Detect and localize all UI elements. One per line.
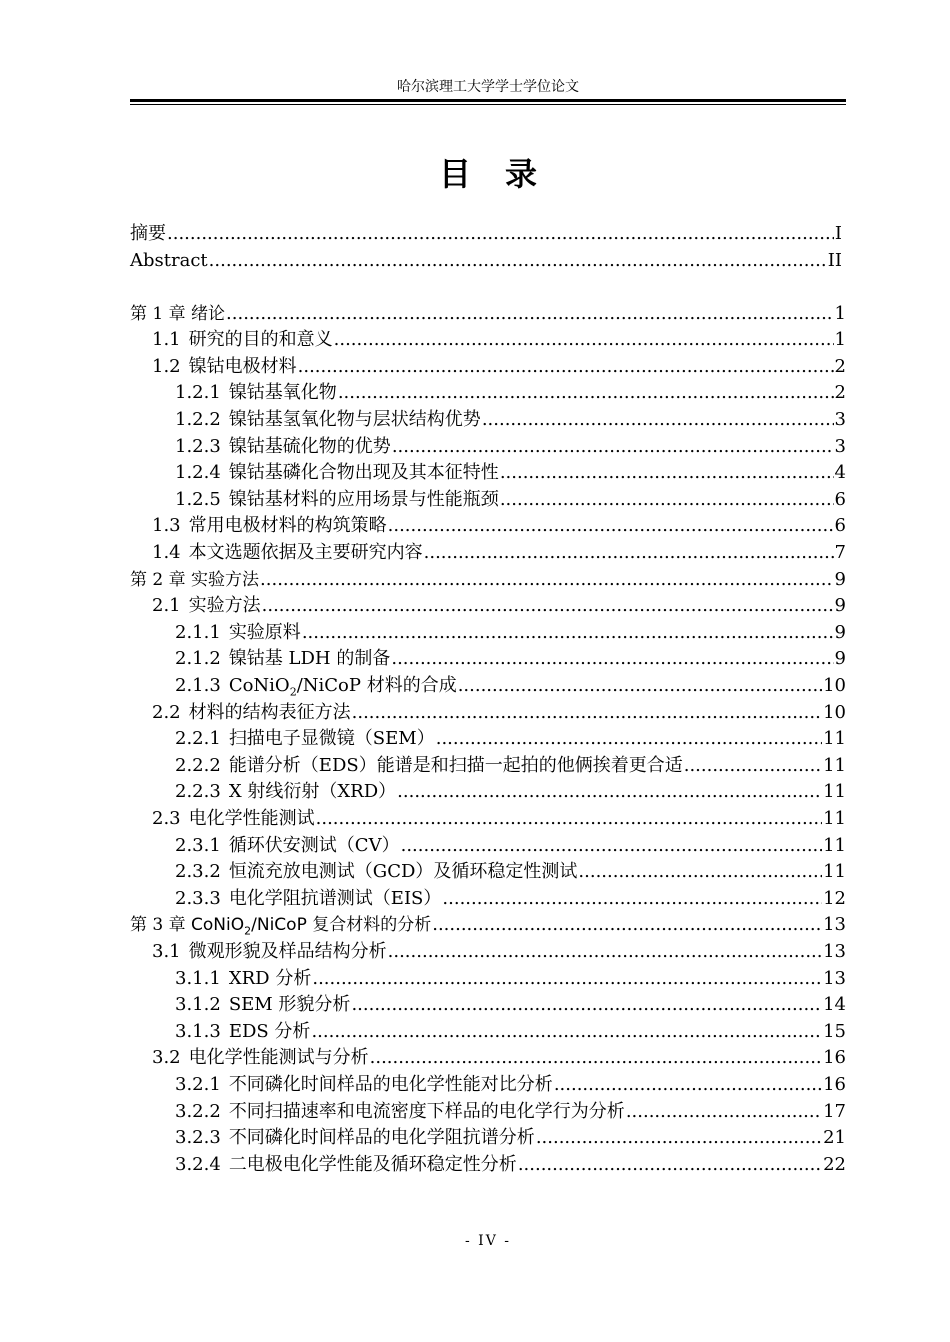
- toc-entry-text: 镍钴基氧化物: [228, 382, 337, 403]
- toc-entry-text: 微观形貌及样品结构分析: [188, 941, 387, 962]
- toc-entry-label: [175, 675, 457, 697]
- toc-entry-text: 镍钴基磷化合物出现及其本征特性: [228, 462, 499, 483]
- toc-entry-label: [175, 409, 481, 431]
- toc-entry-text: 扫描电子显微镜（SEM）: [228, 728, 435, 749]
- header-rule-thick: [130, 99, 846, 102]
- toc-entry-text: 镍钴基氢氧化物与层状结构优势: [228, 409, 481, 430]
- toc-entry-label: [175, 835, 400, 857]
- toc-entry-page: 11: [823, 781, 846, 802]
- toc-entry-text: CoNiO: [191, 915, 245, 935]
- toc-entry-number: 2.3.3: [175, 888, 221, 909]
- toc-dot-leader: [260, 569, 834, 591]
- toc-entry-page: 6: [834, 515, 846, 536]
- toc-entry[interactable]: [152, 697, 846, 724]
- toc-entry-number: 1.1: [152, 329, 181, 350]
- toc-entry[interactable]: [152, 351, 846, 378]
- toc-title-right: 录: [505, 155, 538, 193]
- toc-entry-label: [175, 648, 390, 670]
- toc-dot-leader: [432, 914, 822, 936]
- toc-entry[interactable]: [130, 245, 842, 272]
- toc-dot-leader: [298, 356, 834, 378]
- toc-entry[interactable]: [175, 643, 846, 670]
- toc-entry-page: 6: [834, 489, 846, 510]
- toc-entry-label: [152, 356, 297, 378]
- toc-entry-number: 第 3 章: [130, 915, 186, 935]
- toc-entry-page: 13: [823, 968, 846, 989]
- toc-entry[interactable]: [152, 590, 846, 617]
- toc-entry-label: [175, 1127, 535, 1149]
- toc-dot-leader: [316, 808, 822, 830]
- toc-entry-page: 9: [834, 622, 846, 643]
- toc-entry-label: [175, 462, 499, 484]
- toc-entry-label: [152, 515, 387, 537]
- toc-entry-page: 1: [834, 303, 846, 324]
- toc-entry-subscript: 2: [244, 924, 252, 938]
- toc-dot-leader: [209, 250, 827, 272]
- toc-entry[interactable]: [175, 723, 846, 750]
- toc-entry-number: 1.4: [152, 542, 181, 563]
- toc-dot-leader: [626, 1101, 822, 1123]
- toc-entry-page: 9: [834, 595, 846, 616]
- toc-entry-text: 摘要: [130, 223, 166, 244]
- toc-entry-page: 11: [823, 728, 846, 749]
- toc-dot-leader: [458, 675, 822, 697]
- toc-entry[interactable]: [175, 484, 846, 511]
- toc-entry-text: XRD 分析: [228, 968, 312, 989]
- toc-entry-label: [175, 382, 337, 404]
- toc-entry-label: [175, 861, 577, 883]
- toc-entry-page: 4: [834, 462, 846, 483]
- toc-entry[interactable]: [175, 1122, 846, 1149]
- toc-entry[interactable]: [175, 617, 846, 644]
- toc-entry-label: [175, 1074, 553, 1096]
- toc-entry-number: 1.2.2: [175, 409, 221, 430]
- toc-dot-leader: [392, 436, 834, 458]
- toc-entry-number: 2.2.1: [175, 728, 221, 749]
- toc-entry[interactable]: [175, 883, 846, 910]
- toc-entry-text: /NiCoP 材料的合成: [296, 675, 457, 696]
- toc-dot-leader: [401, 835, 823, 857]
- toc-entry-label: [175, 489, 499, 511]
- toc-entry-label: [130, 914, 431, 936]
- toc-chapter-entry[interactable]: [130, 298, 846, 325]
- toc-dot-leader: [684, 755, 822, 777]
- toc-entry-number: 3.2: [152, 1047, 181, 1068]
- toc-dot-leader: [262, 595, 834, 617]
- toc-entry-text: 电化学性能测试: [188, 808, 315, 829]
- toc-entry-text: 能谱分析（EDS）能谱是和扫描一起拍的他俩挨着更合适: [228, 755, 683, 776]
- toc-entry[interactable]: [175, 750, 846, 777]
- toc-entry-label: [175, 994, 350, 1016]
- toc-dot-leader: [554, 1074, 822, 1096]
- toc-title-left: 目: [438, 155, 471, 193]
- toc-dot-leader: [370, 1047, 822, 1069]
- toc-dot-leader: [302, 622, 834, 644]
- toc-entry[interactable]: [175, 431, 846, 458]
- toc-entry-text: 研究的目的和意义: [188, 329, 333, 350]
- toc-entry-page: I: [834, 223, 842, 244]
- toc-entry-text: 镍钴基材料的应用场景与性能瓶颈: [228, 489, 499, 510]
- toc-entry-text: 恒流充放电测试（GCD）及循环稳定性测试: [228, 861, 578, 882]
- toc-entry-number: 1.2.3: [175, 436, 221, 457]
- toc-dot-leader: [482, 409, 834, 431]
- toc-entry-label: [152, 702, 351, 724]
- toc-entry[interactable]: [175, 856, 846, 883]
- toc-entry-text: CoNiO: [228, 675, 290, 696]
- toc-entry-label: [175, 728, 435, 750]
- toc-entry-label: [175, 1154, 517, 1176]
- toc-entry-page: 14: [823, 994, 846, 1015]
- toc-entry-text: EDS 分析: [228, 1021, 311, 1042]
- toc-entry-label: [152, 808, 315, 830]
- toc-entry-page: II: [827, 250, 842, 271]
- toc-entry-label: [175, 755, 683, 777]
- toc-dot-leader: [351, 994, 822, 1016]
- toc-entry-label: [130, 250, 208, 272]
- toc-dot-leader: [352, 702, 822, 724]
- toc-entry-number: 1.2.4: [175, 462, 221, 483]
- toc-entry-number: 2.1: [152, 595, 181, 616]
- toc-entry-text: 绪论: [191, 304, 226, 324]
- toc-dot-leader: [578, 861, 822, 883]
- toc-dot-leader: [391, 648, 833, 670]
- toc-entry-label: [152, 542, 423, 564]
- toc-entry-text: 实验方法: [188, 595, 261, 616]
- toc-entry-number: 3.2.3: [175, 1127, 221, 1148]
- toc-entry-text: X 射线衍射（XRD）: [228, 781, 397, 802]
- toc-entry[interactable]: [152, 1042, 846, 1069]
- toc-title: [130, 152, 846, 196]
- toc-entry-page: 11: [823, 808, 846, 829]
- toc-entry-number: 2.1.2: [175, 648, 221, 669]
- toc-dot-leader: [334, 329, 834, 351]
- toc-entry-text: 电化学阻抗谱测试（EIS）: [228, 888, 442, 909]
- toc-entry-number: 3.2.1: [175, 1074, 221, 1095]
- toc-entry-text: 镍钴基 LDH 的制备: [228, 648, 391, 669]
- toc-entry[interactable]: [175, 830, 846, 857]
- running-header: 哈尔滨理工大学学士学位论文: [397, 79, 579, 95]
- toc-entry[interactable]: [175, 1149, 846, 1176]
- toc-entry[interactable]: [175, 1096, 846, 1123]
- toc-entry-number: 2.1.3: [175, 675, 221, 696]
- toc-dot-leader: [442, 888, 822, 910]
- toc-entry-page: 13: [823, 941, 846, 962]
- toc-entry[interactable]: [175, 1016, 846, 1043]
- toc-entry-text: 不同磷化时间样品的电化学性能对比分析: [228, 1074, 553, 1095]
- toc-entry-number: 3.1.1: [175, 968, 221, 989]
- toc-dot-leader: [388, 941, 822, 963]
- toc-entry-number: 1.3: [152, 515, 181, 536]
- toc-entry[interactable]: [152, 537, 846, 564]
- toc-entry-page: 3: [834, 409, 846, 430]
- toc-entry-text: 二电极电化学性能及循环稳定性分析: [228, 1154, 517, 1175]
- toc-entry-label: [152, 595, 261, 617]
- toc-entry-label: [175, 888, 441, 910]
- toc-entry-text: 镍钴电极材料: [188, 356, 297, 377]
- toc-entry-number: 2.3: [152, 808, 181, 829]
- toc-entry[interactable]: [175, 963, 846, 990]
- toc-entry-number: 2.2.2: [175, 755, 221, 776]
- toc-entry-label: [175, 622, 301, 644]
- toc-entry-number: 2.3.1: [175, 835, 221, 856]
- header-rule-thin: [130, 104, 846, 105]
- toc-dot-leader: [536, 1127, 822, 1149]
- toc-entry-label: [175, 1101, 625, 1123]
- toc-entry-page: 16: [823, 1047, 846, 1068]
- toc-entry-page: 2: [834, 356, 846, 377]
- toc-entry-page: 10: [823, 702, 846, 723]
- toc-entry-page: 22: [823, 1154, 846, 1175]
- toc-entry-number: 2.2: [152, 702, 181, 723]
- toc-entry-page: 15: [823, 1021, 846, 1042]
- toc-entry-label: [175, 1021, 310, 1043]
- toc-entry-text: 循环伏安测试（CV）: [228, 835, 400, 856]
- toc-entry-text: 实验原料: [228, 622, 301, 643]
- toc-entry-number: 3.1: [152, 941, 181, 962]
- toc-dot-leader: [388, 515, 834, 537]
- toc-entry-label: [130, 223, 166, 245]
- toc-entry-number: 第 1 章: [130, 304, 186, 324]
- toc-entry-text: SEM 形貌分析: [228, 994, 351, 1015]
- toc-entry-number: 2.1.1: [175, 622, 221, 643]
- toc-entry-page: 16: [823, 1074, 846, 1095]
- toc-entry-label: [175, 436, 391, 458]
- toc-entry-page: 7: [834, 542, 846, 563]
- page-number: - IV -: [464, 1233, 511, 1249]
- toc-entry-page: 11: [823, 755, 846, 776]
- toc-entry-number: 2.2.3: [175, 781, 221, 802]
- toc-entry-page: 3: [834, 436, 846, 457]
- toc-entry-label: [130, 303, 225, 325]
- toc-entry-text: 常用电极材料的构筑策略: [188, 515, 387, 536]
- toc-entry-label: [130, 569, 259, 591]
- toc-entry-page: 21: [823, 1127, 846, 1148]
- toc-entry[interactable]: [152, 803, 846, 830]
- toc-entry-number: 第 2 章: [130, 570, 186, 590]
- toc-entry-number: 1.2: [152, 356, 181, 377]
- toc-entry-text: 电化学性能测试与分析: [188, 1047, 369, 1068]
- toc-entry-label: [175, 781, 396, 803]
- toc-entry-number: 2.3.2: [175, 861, 221, 882]
- toc-entry[interactable]: [175, 1069, 846, 1096]
- toc-entry-page: 1: [834, 329, 846, 350]
- toc-entry-number: 3.1.3: [175, 1021, 221, 1042]
- toc-entry[interactable]: [175, 377, 846, 404]
- toc-dot-leader: [167, 223, 834, 245]
- toc-entry-page: 9: [834, 648, 846, 669]
- toc-entry-text: 不同扫描速率和电流密度下样品的电化学行为分析: [228, 1101, 625, 1122]
- toc-chapter-entry[interactable]: [130, 909, 846, 936]
- toc-entry-label: [152, 329, 333, 351]
- toc-entry-text: 本文选题依据及主要研究内容: [188, 542, 423, 563]
- toc-entry-text: Abstract: [130, 250, 208, 271]
- toc-entry[interactable]: [152, 324, 846, 351]
- toc-dot-leader: [518, 1154, 822, 1176]
- toc-entry-text: /NiCoP 复合材料的分析: [251, 915, 432, 935]
- toc-dot-leader: [338, 382, 834, 404]
- toc-entry-page: 12: [823, 888, 846, 909]
- toc-entry[interactable]: [152, 510, 846, 537]
- toc-entry-text: 材料的结构表征方法: [188, 702, 351, 723]
- toc-entry[interactable]: [175, 670, 846, 697]
- toc-entry-page: 13: [823, 914, 846, 935]
- toc-entry[interactable]: [175, 457, 846, 484]
- toc-entry-number: 3.2.2: [175, 1101, 221, 1122]
- toc-entry-text: 实验方法: [191, 570, 260, 590]
- toc-entry[interactable]: [175, 776, 846, 803]
- toc-entry-label: [152, 1047, 369, 1069]
- toc-entry-page: 10: [823, 675, 846, 696]
- toc-dot-leader: [424, 542, 834, 564]
- toc-dot-leader: [500, 462, 834, 484]
- toc-dot-leader: [226, 303, 834, 325]
- toc-dot-leader: [312, 968, 822, 990]
- toc-dot-leader: [311, 1021, 822, 1043]
- toc-entry-label: [152, 941, 387, 963]
- toc-entry-page: 11: [823, 861, 846, 882]
- toc-entry-subscript: 2: [289, 685, 297, 699]
- toc-entry-page: 9: [834, 569, 846, 590]
- toc-entry-label: [175, 968, 311, 990]
- toc-entry[interactable]: [175, 989, 846, 1016]
- toc-entry-text: 镍钴基硫化物的优势: [228, 436, 391, 457]
- toc-entry-page: 17: [823, 1101, 846, 1122]
- toc-dot-leader: [436, 728, 822, 750]
- toc-entry-number: 3.1.2: [175, 994, 221, 1015]
- toc-entry-number: 1.2.1: [175, 382, 221, 403]
- toc-entry[interactable]: [175, 404, 846, 431]
- toc-entry-page: 11: [823, 835, 846, 856]
- toc-entry-number: 1.2.5: [175, 489, 221, 510]
- toc-entry-page: 2: [834, 382, 846, 403]
- toc-entry[interactable]: [152, 936, 846, 963]
- toc-entry-number: 3.2.4: [175, 1154, 221, 1175]
- toc-dot-leader: [397, 781, 822, 803]
- toc-entry-text: 不同磷化时间样品的电化学阻抗谱分析: [228, 1127, 535, 1148]
- toc-entry[interactable]: [130, 218, 842, 245]
- toc-dot-leader: [500, 489, 834, 511]
- toc-chapter-entry[interactable]: [130, 564, 846, 591]
